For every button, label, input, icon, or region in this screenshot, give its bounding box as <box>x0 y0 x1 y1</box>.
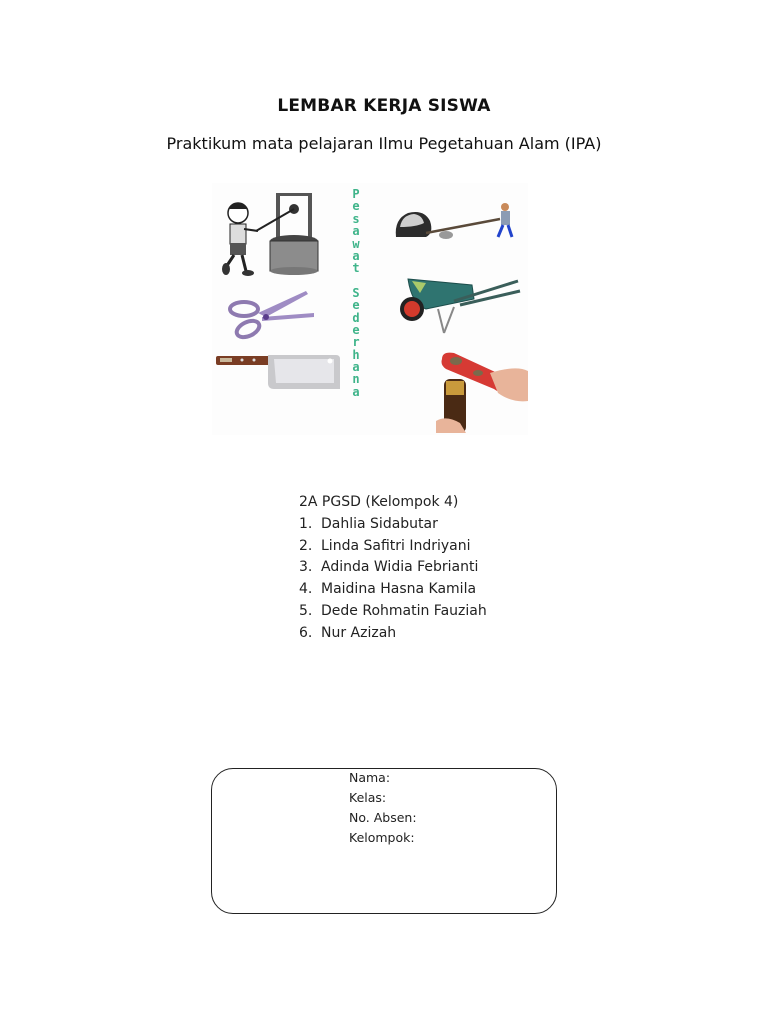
member-item <box>299 601 487 623</box>
field-kelompok: Kelompok: <box>349 830 415 845</box>
vertical-letter: t <box>352 261 360 276</box>
cleaver-image <box>214 353 342 397</box>
member-item <box>299 623 487 645</box>
page-title: LEMBAR KERJA SISWA <box>277 96 491 116</box>
vertical-letter: h <box>352 347 360 362</box>
member-name: Nur Azizah <box>321 624 397 641</box>
member-number: 2. <box>299 537 313 554</box>
field-kelas: Kelas: <box>349 790 387 805</box>
field-no-absen: No. Absen: <box>349 810 417 825</box>
simple-machines-illustration <box>212 183 528 435</box>
member-number: 4. <box>299 581 313 598</box>
member-item <box>299 557 487 579</box>
vertical-letter: r <box>352 335 360 350</box>
vertical-letter: w <box>352 236 360 251</box>
vertical-letter: e <box>352 322 360 337</box>
member-name: Dede Rohmatin Fauziah <box>321 602 487 619</box>
member-name: Adinda Widia Febrianti <box>321 559 479 576</box>
group-member-list <box>299 492 487 645</box>
member-item <box>299 536 487 558</box>
vertical-letter: P <box>352 187 360 201</box>
vertical-letter: a <box>352 384 360 399</box>
student-info-fields <box>349 768 417 848</box>
vertical-letter: n <box>352 372 360 387</box>
field-nama: Nama: <box>349 770 391 785</box>
member-number: 1. <box>299 515 313 532</box>
vertical-letter: a <box>352 360 360 375</box>
member-number: 5. <box>299 602 313 619</box>
member-name: Maidina Hasna Kamila <box>321 581 477 598</box>
vertical-letter: e <box>352 199 360 214</box>
scissors-image <box>226 287 318 343</box>
vertical-letter: S <box>352 285 360 300</box>
member-number: 6. <box>299 624 313 641</box>
vertical-letter: d <box>352 310 360 325</box>
vertical-letter: e <box>352 298 360 313</box>
vertical-letter: a <box>352 224 360 239</box>
vertical-letter: s <box>352 211 360 226</box>
bottle-opener-image <box>436 351 528 433</box>
page-subtitle: Praktikum mata pelajaran Ilmu Pegetahuan Alam (IPA) <box>166 134 602 153</box>
member-item <box>299 514 487 536</box>
vertical-title-pesawat-sederhana <box>347 188 365 398</box>
wheelbarrow-image <box>394 275 522 337</box>
member-name: Linda Safitri Indriyani <box>321 537 471 554</box>
member-name: Dahlia Sidabutar <box>321 515 438 532</box>
member-item <box>299 579 487 601</box>
vertical-letter: a <box>352 248 360 263</box>
member-number: 3. <box>299 559 313 576</box>
boy-well-pulley-image <box>216 191 322 277</box>
group-heading: 2A PGSD (Kelompok 4) <box>299 494 459 510</box>
lever-rock-image <box>392 197 522 245</box>
